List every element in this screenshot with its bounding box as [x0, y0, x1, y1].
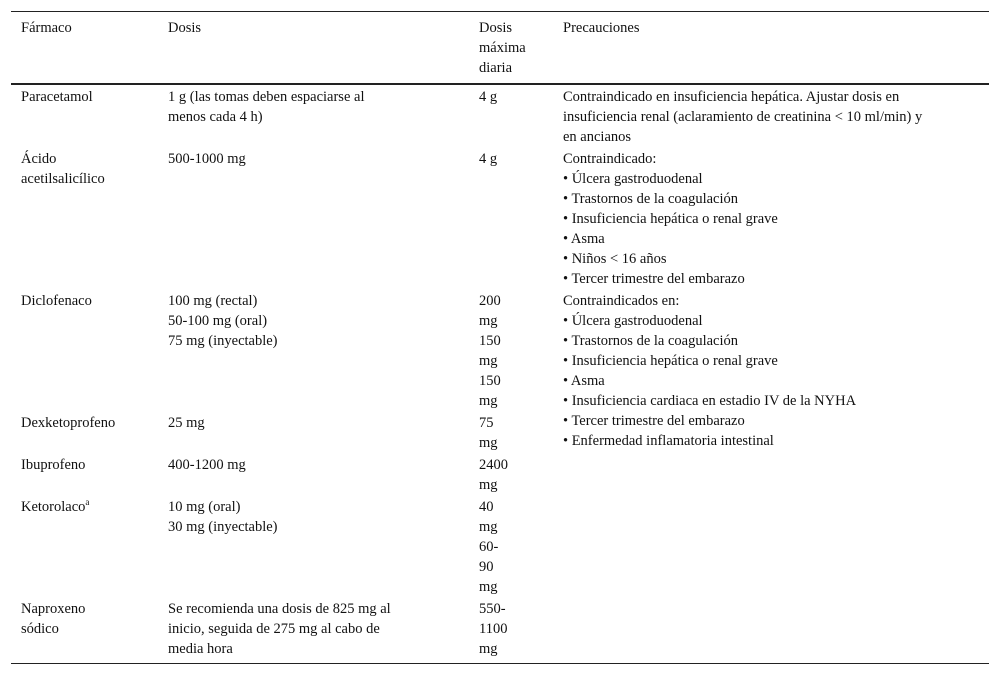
- drug-dose: 1 g (las tomas deben espaciarse al menos cada 4 h): [168, 89, 365, 125]
- drug-max-dose: 40 mg 60- 90 mg: [479, 499, 499, 595]
- drug-name: Paracetamol: [21, 89, 93, 105]
- table-row: [11, 289, 989, 411]
- header-dosis: Dosis: [168, 20, 202, 36]
- footnote-marker: a: [85, 497, 90, 508]
- drug-name: Ácido acetilsalicílico: [21, 151, 105, 187]
- table-header-row: [11, 12, 989, 85]
- drug-max-dose: 4 g: [479, 89, 498, 105]
- drug-dose: 25 mg: [168, 415, 205, 431]
- drug-name: Dexketoprofeno: [21, 415, 116, 431]
- drug-name: Ibuprofeno: [21, 457, 86, 473]
- drug-max-dose: 75 mg: [479, 415, 498, 451]
- drug-dose: 10 mg (oral) 30 mg (inyectable): [168, 499, 278, 535]
- drug-dose: Se recomienda una dosis de 825 mg al inicio, seguida de 275 mg al cabo de media hora: [168, 601, 391, 657]
- drug-name: Ketorolaco$^a$: [21, 497, 90, 515]
- drug-max-dose: 4 g: [479, 151, 498, 167]
- drug-table: [11, 11, 989, 664]
- table-row: [11, 84, 989, 147]
- header-farmaco: Fármaco: [21, 20, 72, 36]
- drug-precautions: Contraindicado en insuficiencia hepática. Ajustar dosis en insuficiencia renal (aclaramiento de creatinina < 10 ml/min) y en ancianos: [563, 89, 923, 145]
- drug-dose: 100 mg (rectal) 50-100 mg (oral) 75 mg (inyectable): [168, 293, 278, 349]
- drug-max-dose: 2400 mg: [479, 457, 508, 493]
- header-dosis-maxima: Dosis máxima diaria: [479, 20, 526, 76]
- drug-name: Diclofenaco: [21, 293, 92, 309]
- drug-precautions: Contraindicado: • Úlcera gastroduodenal • Trastornos de la coagulación • Insuficiencia hepática o renal grave • Asma • Niños < 16 años • Tercer trimestre del embarazo: [563, 151, 778, 287]
- table-row: [11, 147, 989, 289]
- drug-name: Naproxeno sódico: [21, 601, 86, 637]
- drug-dose: 500-1000 mg: [168, 151, 246, 167]
- header-precauciones: Precauciones: [563, 20, 640, 36]
- drug-dose: 400-1200 mg: [168, 457, 246, 473]
- drug-precautions: Contraindicados en: • Úlcera gastroduodenal • Trastornos de la coagulación • Insuficiencia hepática o renal grave • Asma • Insuficiencia cardiaca en estadio IV de la NYHA • Tercer trimestre del embarazo • Enfermedad inflamatoria intestinal: [563, 293, 857, 449]
- drug-max-dose: 550- 1100 mg: [479, 601, 508, 657]
- drug-max-dose: 200 mg 150 mg 150 mg: [479, 293, 501, 409]
